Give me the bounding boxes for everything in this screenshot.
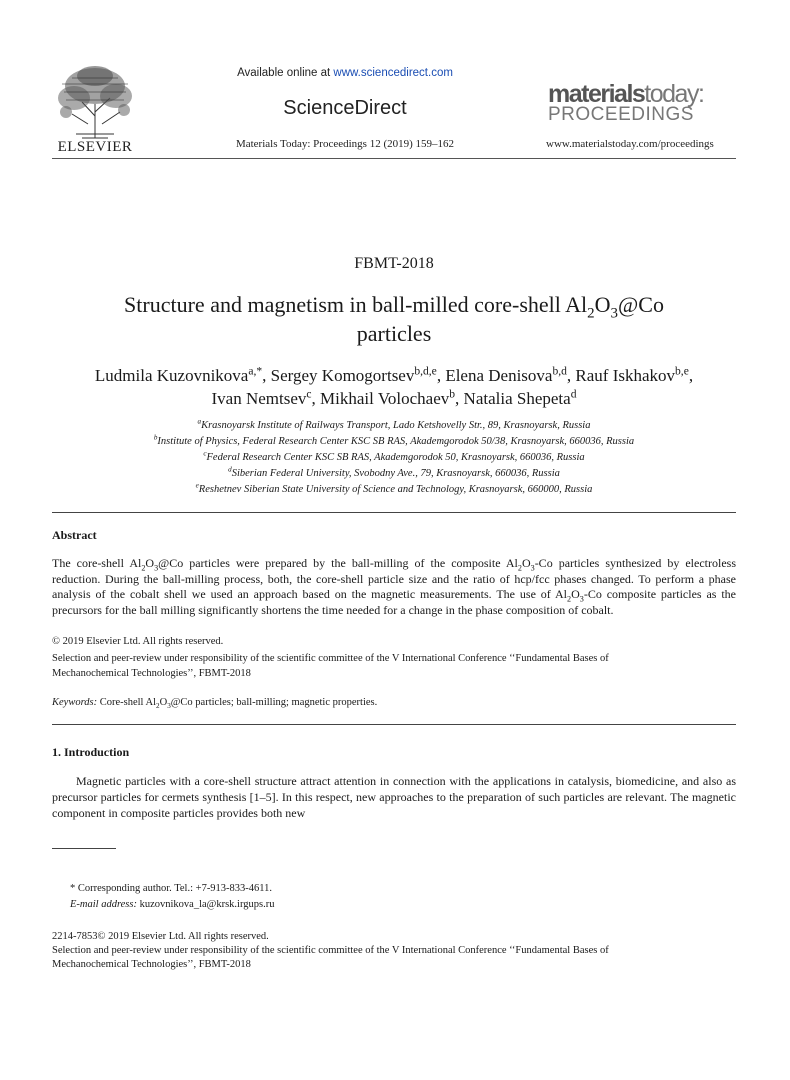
abstract-copyright: © 2019 Elsevier Ltd. All rights reserved. [52,636,224,647]
available-online-line [200,67,490,79]
abstract-peer-review: Selection and peer-review under responsibility of the scientific committee of the V International Conference ‘‘Fundamental Bases of Mechanochemical Technologies’’, FBMT-2018 [52,653,609,679]
author: Natalia Shepeta [463,389,571,408]
materials-today-logo [548,82,728,124]
affiliation: $^a$Krasnoyarsk Institute of Railways Transport, Lado Ketshovelly Str., 89, Krasnoyarsk, Russia [197,417,591,431]
peer-review-line-1: Selection and peer-review under responsibility of the scientific committee of the V International Conference ‘‘Fundamental Bases of [52,945,609,956]
keywords-line: Keywords: Core-shell $Al_2O_3@Co$ particles; ball-milling; magnetic properties. [52,697,378,711]
abstract-heading: Abstract [52,528,97,542]
email-footnote [70,898,274,912]
author-list [52,364,736,410]
author: Ivan Nemtsev [211,389,307,408]
affiliation: $^c$Federal Research Center KSC SB RAS, Akademgorodok 50, Krasnoyarsk, 660036, Russia [203,449,585,463]
materials-today-logo-bottom: PROCEEDINGS [548,104,694,125]
header-rule [52,158,736,159]
author: Elena Denisova [445,366,553,385]
footnote-rule [52,848,116,849]
email-address[interactable]: kuzovnikova_la@krsk.irgups.ru [136,899,275,910]
conference-name: FBMT-2018 [354,255,434,272]
author-line-2: Ivan Nemtsev$^c$, Mikhail Volochaev$^b$, Natalia Shepeta$^d$ [211,387,577,408]
elsevier-wordmark: ELSEVIER [57,139,133,155]
abstract-text: The core-shell $Al_2O_3@Co$ particles were prepared by the ball-milling of the composite $Al_2O_3-Co$ particles synthesized by electroless reduction. During the ball-milling process, both, the core-shell particle size and the ratio of hcp/fcc phases changed. To perform a phase analysis of the cobalt shell we used an approach based on the magnetic measurements. The use of $Al_2O_3-Co$ composite particles as the precursors for the ball milling significantly shortens the time needed for a change in the phase composition of cobalt. [52,556,736,617]
corresponding-author-footnote: * Corresponding author. Tel.: +7-913-833-4611. [70,883,273,894]
abstract-top-rule [52,512,736,513]
affiliation: $^e$Reshetnev Siberian State University of Science and Technology, Krasnoyarsk, 660000, Russia [195,481,593,495]
author: Mikhail Volochaev [320,389,450,408]
issn-line: 2214-7853© 2019 Elsevier Ltd. All rights reserved. [52,931,269,942]
peer-review-line-2: Mechanochemical Technologies’’, FBMT-2018 [52,959,251,970]
sciencedirect-title: ScienceDirect [283,97,407,119]
affiliation: $^b$Institute of Physics, Federal Research Center KSC SB RAS, Akademgorodok 50/38, Krasnoyarsk, 660036, Russia [153,433,635,447]
paper-title: Structure and magnetism in ball-milled core-shell $Al_2O_3@Co$ particles [124,292,664,346]
sciencedirect-link[interactable]: www.sciencedirect.com [333,67,453,79]
journal-citation: Materials Today: Proceedings 12 (2019) 159–162 [235,138,455,150]
author: Rauf Iskhakov [575,366,676,385]
author-line-1: Ludmila Kuzovnikova$^{a,*}$, Sergey Komogortsev$^{b,d,e}$, Elena Denisova$^{b,d}$, Rauf Iskhakov$^{b,e}$, [94,364,694,385]
issn-copyright-block [52,930,736,972]
affiliation: $^d$Siberian Federal University, Svobodny Ave., 79, Krasnoyarsk, 660036, Russia [228,465,560,479]
section-heading-introduction: 1. Introduction [52,745,130,759]
author: Ludmila Kuzovnikova [94,366,249,385]
email-label: E-mail address: [70,899,137,910]
materials-today-logo-top: materialstoday: [548,80,704,108]
author: Sergey Komogortsev [270,366,415,385]
journal-url[interactable]: www.materialstoday.com/proceedings [546,138,714,150]
affiliation-list [52,418,736,498]
introduction-paragraph: Magnetic particles with a core-shell structure attract attention in connection with the applications in catalysis, biomedicine, and also as precursor particles for cermets synthesis [1–5]. In this respect, new approaches to the preparation of such particles are relevant. The magnetic component in composite particles provides both new [52,774,736,820]
abstract-bottom-rule [52,724,736,725]
keywords-label: Keywords: [52,697,98,708]
available-prefix: Available online at [237,67,334,79]
